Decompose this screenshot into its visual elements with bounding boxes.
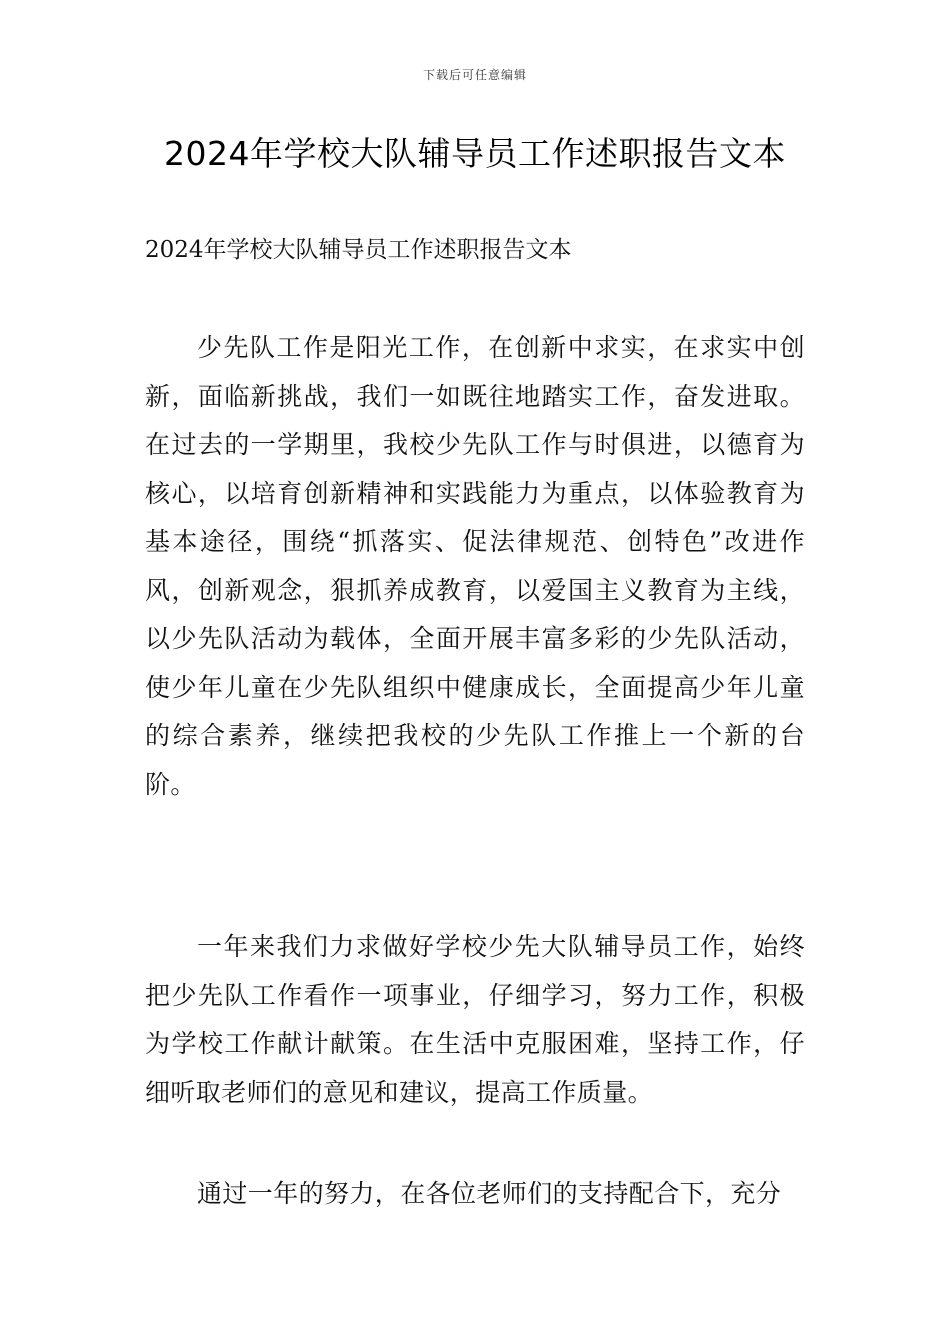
header-note: 下载后可任意编辑 xyxy=(422,68,527,82)
document-subtitle: 2024年学校大队辅导员工作述职报告文本 xyxy=(145,237,572,263)
paragraph-1: 少先队工作是阳光工作，在创新中求实，在求实中创新，面临新挑战，我们一如既往地踏实工作，奋发进取。在过去的一学期里，我校少先队工作与时俱进，以德育为核心，以培育创新精神和实践能力为重点，以体验教育为基本途径，围绕“抓落实、促法律规范、创特色”改进作风，创新观念，狠抓养成教育，以爱国主义教育为主线，以少先队活动为载体，全面开展丰富多彩的少先队活动，使少年儿童在少先队组织中健康成长，全面提高少年儿童的综合素养，继续把我校的少先队工作推上一个新的台阶。 xyxy=(145,333,805,799)
paragraph-3: 通过一年的努力，在各位老师们的支持配合下，充分 xyxy=(197,1179,782,1208)
paragraph-2: 一年来我们力求做好学校少先大队辅导员工作，始终把少先队工作看作一项事业，仔细学习，努力工作，积极为学校工作献计献策。在生活中克服困难，坚持工作，仔细听取老师们的意见和建议，提高工作质量。 xyxy=(145,932,805,1107)
document-title: 2024年学校大队辅导员工作述职报告文本 xyxy=(164,134,786,173)
